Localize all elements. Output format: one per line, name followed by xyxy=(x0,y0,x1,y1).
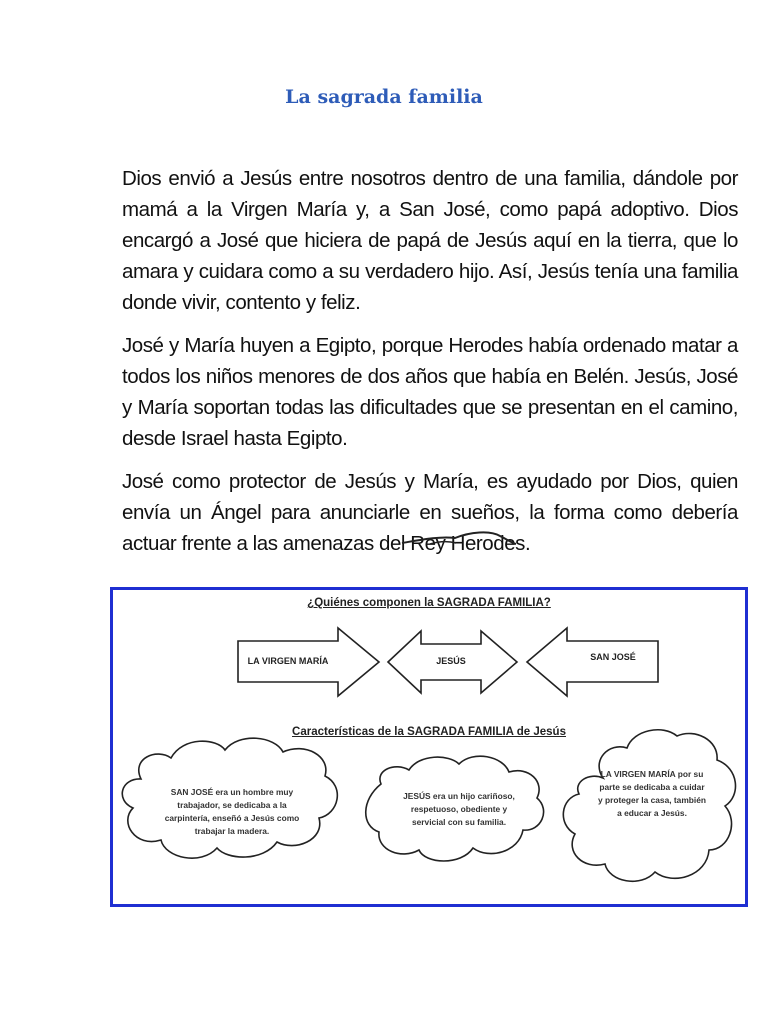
cloud-text-jesus: JESÚS era un hijo cariñoso, respetuoso, obediente y servicial con su familia. xyxy=(403,791,515,827)
diagram-heading: ¿Quiénes componen la SAGRADA FAMILIA? xyxy=(307,597,551,609)
paragraph: José y María huyen a Egipto, porque Herodes había ordenado matar a todos los niños menores de dos años que había en Belén. Jesús, José y María soportan todas las dificultades que se presentan en el camino, desde Israel hasta Egipto. xyxy=(122,334,738,450)
sagrada-familia-diagram xyxy=(110,587,748,907)
arrow-left-shape xyxy=(527,628,658,696)
body-text xyxy=(122,163,738,571)
arrow-label-jesus: JESÚS xyxy=(436,656,466,666)
diagram-subheading: Características de la SAGRADA FAMILIA de Jesús xyxy=(292,726,566,738)
diagram-shapes xyxy=(113,590,745,904)
paragraph: José como protector de Jesús y María, es ayudado por Dios, quien envía un Ángel para anunciarle en sueños, la forma como debería actuar frente a las amenazas del Rey Herodes. xyxy=(122,470,738,555)
cloud-text-jose: SAN JOSÉ era un hombre muy trabajador, se dedicaba a la carpintería, enseñó a Jesús como trabajar la madera. xyxy=(164,787,300,836)
arrow-label-maria: LA VIRGEN MARÍA xyxy=(247,656,329,666)
sketch-fragment xyxy=(400,528,520,546)
page-title: La sagrada familia xyxy=(285,86,483,108)
arrow-label-jose: SAN JOSÉ xyxy=(590,652,636,662)
paragraph: Dios envió a Jesús entre nosotros dentro de una familia, dándole por mamá a la Virgen María y, a San José, como papá adoptivo. Dios encargó a José que hiciera de papá de Jesús aquí en la tierra, que lo amara y cuidara como a su verdadero hijo. Así, Jesús tenía una familia donde vivir, contento y feliz. xyxy=(122,167,738,314)
cloud-text-maria: LA VIRGEN MARÍA por su parte se dedicaba a cuidar y proteger la casa, también a educar a Jesús. xyxy=(598,769,706,818)
